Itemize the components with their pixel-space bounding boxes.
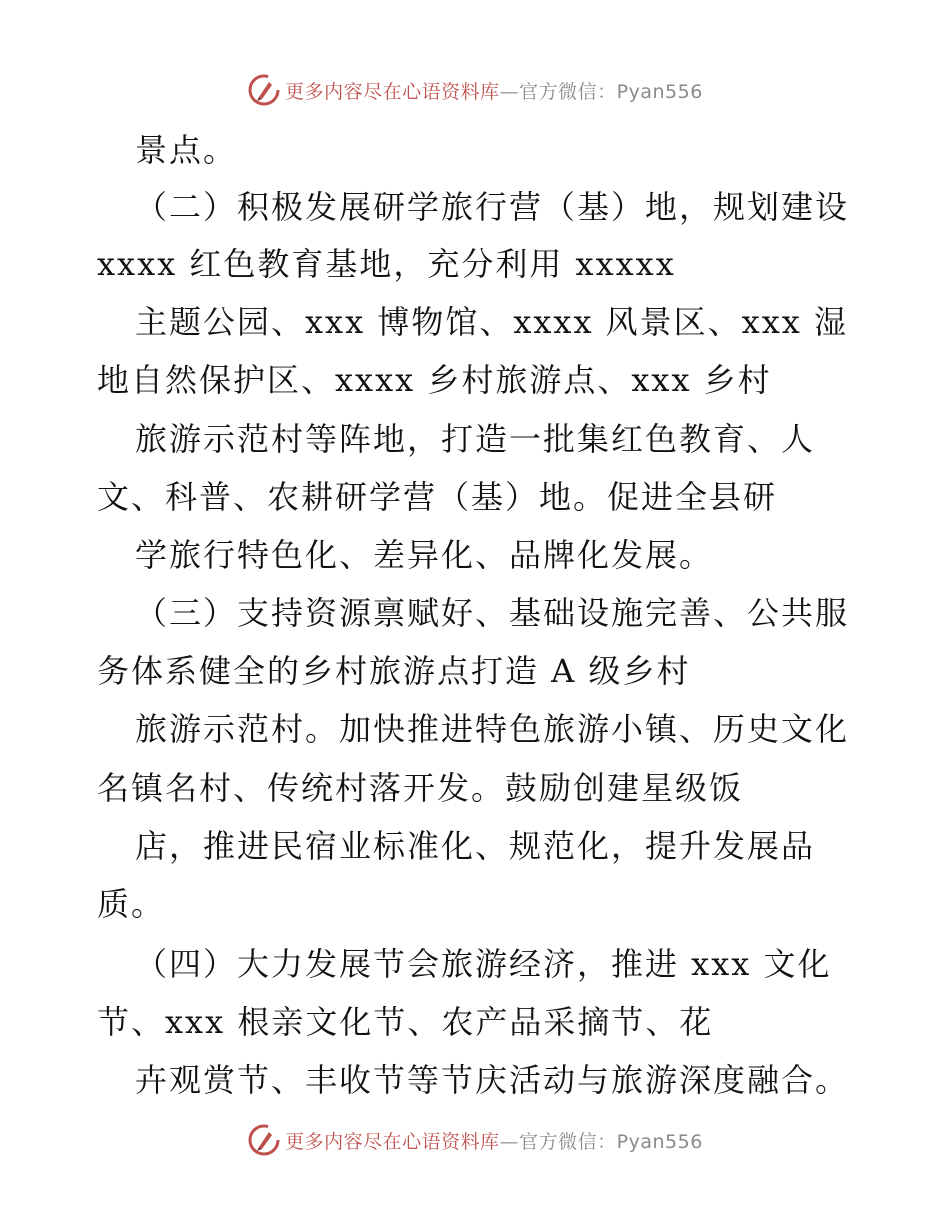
watermark-banner-bottom [0,1120,950,1160]
text-line: 文、科普、农耕研学营（基）地。促进全县研 [97,478,778,516]
text-line: 旅游示范村。加快推进特色旅游小镇、历史文化 [135,710,850,748]
text-line: 主题公园、xxx 博物馆、xxxx 风景区、xxx 湿 [135,303,848,341]
text-line: 学旅行特色化、差异化、品牌化发展。 [135,536,714,574]
watermark-text: 更多内容尽在心语资料库—官方微信：Pyan556 [285,80,703,103]
text-line: 质。 [97,885,166,923]
text-line: （三）支持资源禀赋好、基础设施完善、公共服 [135,594,850,632]
text-line: （四）大力发展节会旅游经济，推进 xxx 文化 [135,945,832,983]
text-line: 节、xxx 根亲文化节、农产品采摘节、花 [97,1003,714,1041]
text-line: 旅游示范村等阵地，打造一批集红色教育、人 [135,420,816,458]
text-line: （二）积极发展研学旅行营（基）地，规划建设 [135,188,850,226]
text-line: 卉观赏节、丰收节等节庆活动与旅游深度融合。 [135,1061,850,1099]
text-line: 店，推进民宿业标准化、规范化，提升发展品 [135,827,816,865]
pen-nib-logo-icon [247,1123,281,1157]
text-line: xxxx 红色教育基地，充分利用 xxxxx [97,245,676,283]
text-line: 务体系健全的乡村旅游点打造 A 级乡村 [97,652,691,690]
watermark-text: 更多内容尽在心语资料库—官方微信：Pyan556 [285,1130,703,1153]
text-line: 景点。 [135,131,238,169]
text-line: 名镇名村、传统村落开发。鼓励创建星级饭 [97,769,744,807]
text-line: 地自然保护区、xxxx 乡村旅游点、xxx 乡村 [97,361,772,399]
